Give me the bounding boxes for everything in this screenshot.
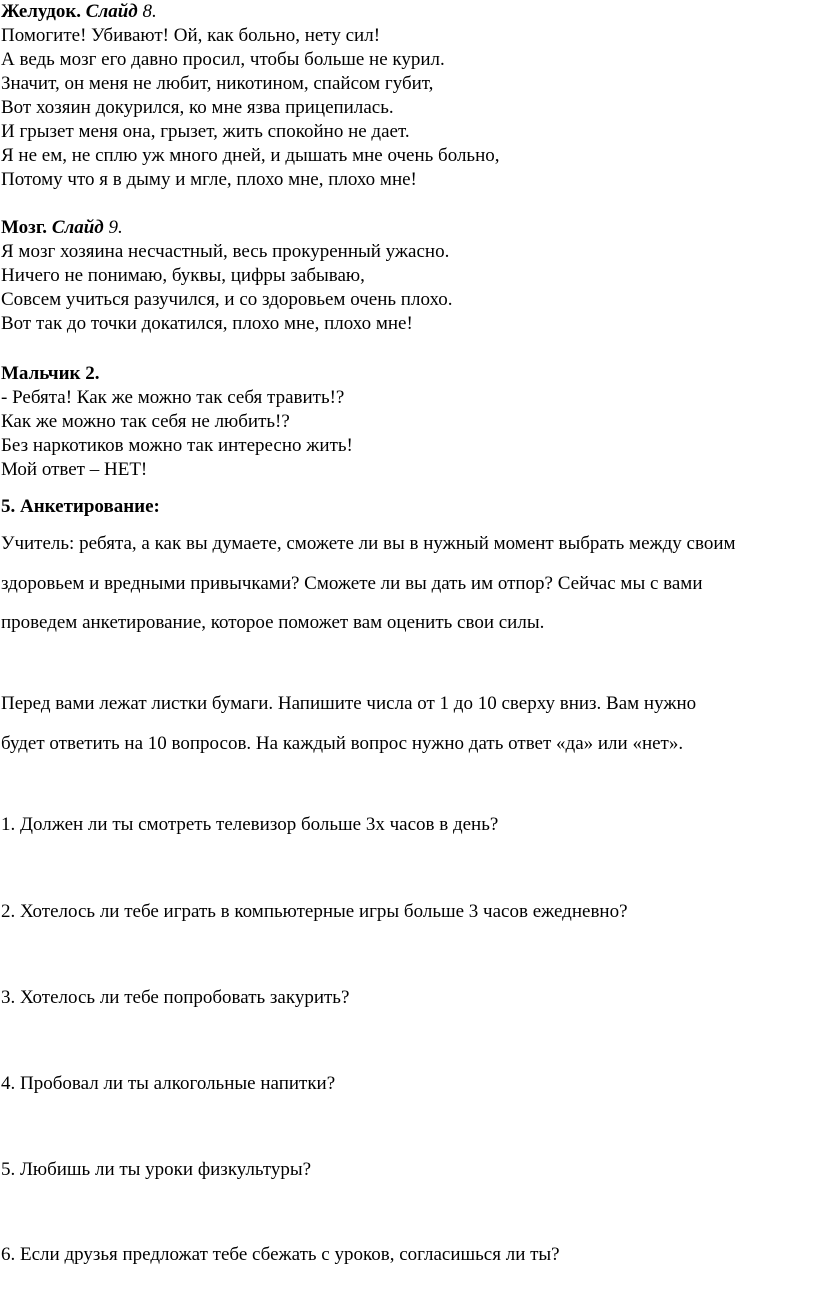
instruction-line: будет ответить на 10 вопросов. На каждый вопрос нужно дать ответ «да» или «нет».: [1, 733, 684, 754]
stomach-line: Помогите! Убивают! Ой, как больно, нету сил!: [1, 25, 381, 46]
stomach-line: А ведь мозг его давно просил, чтобы больше не курил.: [1, 49, 445, 70]
boy-line: - Ребята! Как же можно так себя травить!?: [1, 387, 345, 408]
brain-heading: [1, 216, 123, 240]
section-heading: 5. Анкетирование:: [1, 496, 160, 517]
question-item: 3. Хотелось ли тебе попробовать закурить?: [1, 987, 350, 1008]
stomach-line: Вот хозяин докурился, ко мне язва прицепилась.: [1, 97, 394, 118]
stomach-line: Потому что я в дыму и мгле, плохо мне, плохо мне!: [1, 169, 417, 190]
boy-line: Без наркотиков можно так интересно жить!: [1, 435, 353, 456]
teacher-line: проведем анкетирование, которое поможет вам оценить свои силы.: [1, 612, 545, 633]
boy-speaker: Мальчик 2.: [1, 363, 100, 384]
question-item: 2. Хотелось ли тебе играть в компьютерные игры больше 3 часов ежедневно?: [1, 901, 628, 922]
brain-slide-label: Слайд: [51, 217, 104, 238]
stomach-line: И грызет меня она, грызет, жить спокойно не дает.: [1, 121, 410, 142]
stomach-slide-label: Слайд: [85, 1, 138, 22]
brain-slide-number: 9.: [108, 217, 123, 238]
instruction-line: Перед вами лежат листки бумаги. Напишите числа от 1 до 10 сверху вниз. Вам нужно: [1, 693, 697, 714]
brain-line: Ничего не понимаю, буквы, цифры забываю,: [1, 265, 365, 286]
stomach-slide-number: 8.: [142, 1, 157, 22]
brain-line: Вот так до точки докатился, плохо мне, плохо мне!: [1, 313, 413, 334]
brain-line: Совсем учиться разучился, и со здоровьем очень плохо.: [1, 289, 453, 310]
question-item: 5. Любишь ли ты уроки физкультуры?: [1, 1159, 312, 1180]
stomach-line: Значит, он меня не любит, никотином, спайсом губит,: [1, 73, 434, 94]
teacher-line: Учитель: ребята, а как вы думаете, сможете ли вы в нужный момент выбрать между своим: [1, 533, 736, 554]
question-item: 6. Если друзья предложат тебе сбежать с уроков, согласишься ли ты?: [1, 1244, 560, 1265]
boy-line: Как же можно так себя не любить!?: [1, 411, 290, 432]
teacher-line: здоровьем и вредными привычками? Сможете ли вы дать им отпор? Сейчас мы с вами: [1, 573, 703, 594]
boy-line: Мой ответ – НЕТ!: [1, 459, 148, 480]
question-item: 1. Должен ли ты смотреть телевизор больше 3х часов в день?: [1, 814, 499, 835]
brain-speaker: Мозг.: [1, 217, 48, 238]
stomach-speaker: Желудок.: [1, 1, 82, 22]
brain-line: Я мозг хозяина несчастный, весь прокуренный ужасно.: [1, 241, 450, 262]
stomach-heading: [1, 0, 157, 24]
stomach-line: Я не ем, не сплю уж много дней, и дышать мне очень больно,: [1, 145, 500, 166]
question-item: 4. Пробовал ли ты алкогольные напитки?: [1, 1073, 336, 1094]
